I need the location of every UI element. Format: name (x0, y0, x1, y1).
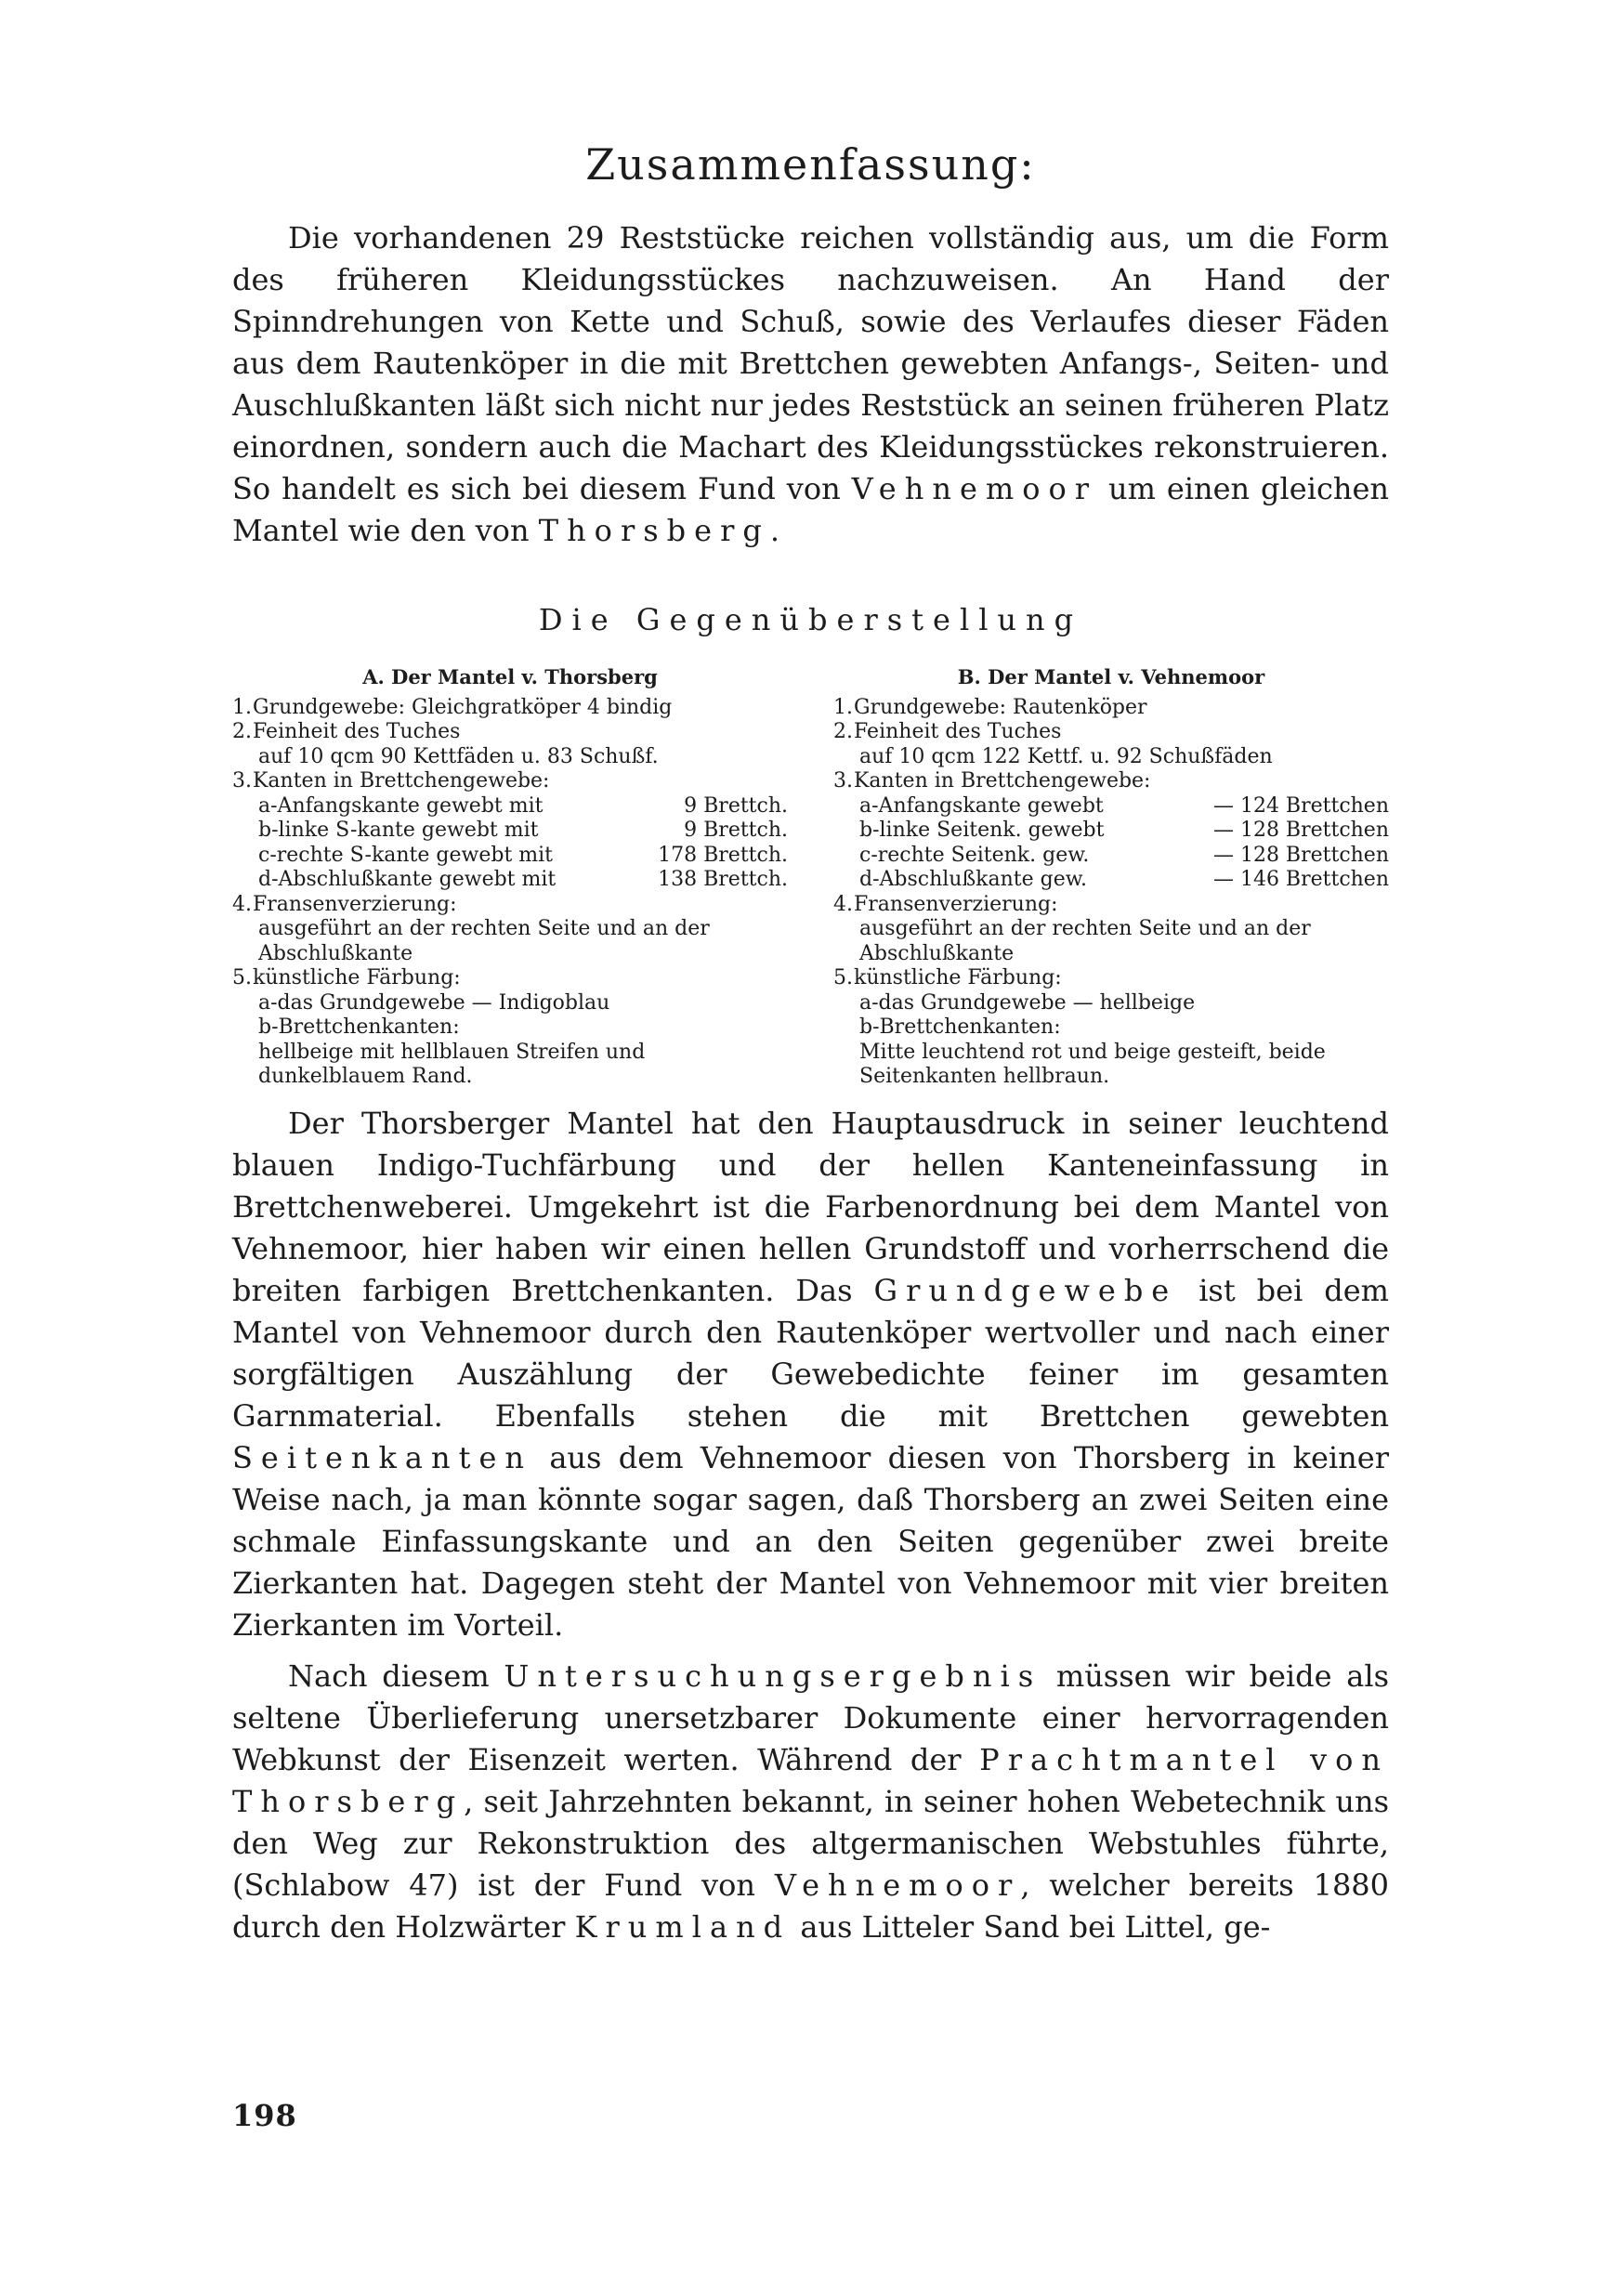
list-item (833, 696, 1389, 721)
list-item (232, 966, 788, 991)
item-detail: auf 10 qcm 122 Kettf. u. 92 Schußfäden (859, 744, 1273, 768)
item-number: 3. (833, 769, 853, 793)
edge-value: 178 Brettch. (658, 843, 788, 867)
item-number: 4. (232, 892, 252, 916)
edge-row (833, 868, 1389, 893)
edge-value: — 128 Brettchen (1212, 819, 1389, 842)
edge-label: d-Abschlußkante gew. (859, 868, 1087, 891)
spaced-term: Prachtmantel von Thorsberg (232, 1741, 1390, 1819)
edge-value: — 128 Brettchen (1212, 843, 1389, 867)
edge-row (833, 819, 1389, 844)
edge-row (232, 819, 788, 844)
text: . (769, 513, 780, 548)
item-text: Feinheit des Tuches (253, 720, 461, 743)
edge-label: c-rechte Seitenk. gew. (859, 843, 1090, 867)
body-paragraph (232, 1656, 1389, 1948)
item-number: 1. (232, 695, 252, 719)
column-title: A. Der Mantel v. Thorsberg (362, 665, 658, 688)
edge-label: b-linke S-kante gewebt mit (258, 819, 539, 842)
list-item (833, 720, 1389, 745)
spaced-name: Vehnemoor (774, 1867, 1021, 1903)
edge-row (833, 794, 1389, 819)
item-text: künstliche Färbung: (854, 966, 1062, 989)
item-number: 1. (833, 695, 853, 719)
spaced-name: Vehnemoor (851, 471, 1098, 506)
list-item (833, 893, 1389, 918)
item-text: Fransenverzierung: (253, 892, 457, 916)
item-detail: hellbeige mit hellblauen Streifen und dunkelblauem Rand. (258, 1040, 646, 1088)
edge-label: d-Abschlußkante gewebt mit (258, 868, 557, 891)
item-text: Grundgewebe: Rautenköper (854, 695, 1147, 719)
item-detail: ausgeführt an der rechten Seite und an der Abschlußkante (859, 917, 1311, 965)
edge-row (232, 844, 788, 869)
body-paragraph (232, 1103, 1389, 1646)
list-item (833, 769, 1389, 794)
text: aus dem Vehnemoor diesen von Thorsberg in keiner Weise nach, ja man könnte sogar sagen, daß Thorsberg an zwei Seiten eine schmale Einfassungskante und an den Seiten gegenüber zwei breite Zierkanten hat. Dagegen steht der Mantel von Vehnemoor mit vier breiten Zierkanten im Vorteil. (232, 1439, 1390, 1643)
item-detail: Mitte leuchtend rot und beige gesteift, beide Seitenkanten hellbraun. (859, 1040, 1326, 1088)
text: aus Litteler Sand bei Littel, ge- (800, 1908, 1271, 1945)
spaced-term: Seitenkanten (232, 1439, 532, 1475)
text: um einen gleichen Mantel wie den von (232, 471, 1390, 548)
list-item (833, 966, 1389, 991)
edge-label: a-Anfangskante gewebt mit (258, 793, 544, 818)
page-content (232, 139, 1389, 1948)
edge-value: 9 Brettch. (684, 819, 788, 842)
list-item (232, 769, 788, 794)
item-text: Grundgewebe: Gleichgratköper 4 bindig (253, 695, 673, 719)
text: ist bei dem Mantel von Vehnemoor durch den Rautenköper wertvoller und nach einer sorgfältigen Auszählung der Gewebedichte feiner im gesamten Garnmaterial. Ebenfalls stehen die mit Brettchen gewebten (232, 1272, 1390, 1434)
text: müssen wir beide als seltene Überlieferung unersetzbarer Dokumente einer hervorragenden Webkunst der Eisenzeit werten. Während der (232, 1658, 1390, 1777)
item-number: 3. (232, 769, 252, 793)
spaced-name: Thorsberg (538, 513, 770, 548)
comparison-table (232, 665, 1389, 1090)
item-number: 2. (232, 720, 252, 743)
column-thorsberg (232, 665, 788, 1090)
edge-label: a-Anfangskante gewebt (859, 793, 1104, 818)
text: , seit Jahrzehnten bekannt, in seiner hohen Webetechnik uns den Weg zur Rekonstruktion des altgermanischen Webstuhles führte, (Schlabow 47) ist der Fund von (232, 1783, 1389, 1903)
column-title: B. Der Mantel v. Vehnemoor (957, 665, 1265, 688)
spaced-term: Grundgewebe (873, 1272, 1178, 1308)
item-number: 4. (833, 892, 853, 916)
item-detail: b-Brettchenkanten: (258, 1015, 460, 1039)
column-vehnemoor (833, 665, 1389, 1090)
item-detail: a-das Grundgewebe — hellbeige (859, 990, 1196, 1015)
edge-value: 138 Brettch. (658, 868, 788, 891)
comparison-heading: Die Gegenüberstellung (538, 602, 1083, 637)
text: Nach diesem (288, 1658, 490, 1694)
edge-value: — 124 Brettchen (1212, 793, 1389, 818)
spaced-name: Krumland (574, 1908, 792, 1945)
text: Der Thorsberger Mantel hat den Hauptausdruck in seiner leuchtend blauen Indigo-Tuchfärbung und der hellen Kanteneinfassung in Brettchenweberei. Umgekehrt ist die Farbenordnung bei dem Mantel von Vehnemoor, hier haben wir einen hellen Grundstoff und vorherrschend die breiten farbigen Brettchenkanten. Das (232, 1105, 1389, 1308)
spaced-term: Untersuchungsergebnis (504, 1658, 1042, 1694)
item-text: Kanten in Brettchengewebe: (854, 769, 1151, 793)
edge-label: b-linke Seitenk. gewebt (859, 819, 1105, 842)
item-number: 2. (833, 720, 853, 743)
item-detail: auf 10 qcm 90 Kettfäden u. 83 Schußf. (258, 744, 659, 768)
text: Die vorhandenen 29 Reststücke reichen vollständig aus, um die Form des früheren Kleidungsstückes nachzuweisen. An Hand der Spinndrehungen von Kette und Schuß, sowie des Verlaufes dieser Fäden aus dem Rautenköper in die mit Brettchen gewebten Anfangs-, Seiten- und Auschlußkanten läßt sich nicht nur jedes Reststück an seinen früheren Platz einordnen, sondern auch die Machart des Kleidungsstückes rekonstruieren. So handelt es sich bei diesem Fund von (232, 220, 1389, 506)
item-text: Kanten in Brettchengewebe: (253, 769, 550, 793)
item-number: 5. (833, 966, 853, 989)
page-title: Zusammenfassung: (585, 139, 1036, 190)
edge-value: 9 Brettch. (684, 793, 788, 818)
edge-row (833, 844, 1389, 869)
list-item (232, 893, 788, 918)
edge-value: — 146 Brettchen (1212, 868, 1389, 891)
list-item (232, 696, 788, 721)
list-item (232, 720, 788, 745)
edge-row (232, 868, 788, 893)
summary-paragraph (232, 217, 1389, 552)
item-text: künstliche Färbung: (253, 966, 461, 989)
edge-row (232, 794, 788, 819)
item-detail: a-das Grundgewebe — Indigoblau (258, 990, 610, 1015)
item-text: Feinheit des Tuches (854, 720, 1062, 743)
item-text: Fransenverzierung: (854, 892, 1058, 916)
item-number: 5. (232, 966, 252, 989)
edge-label: c-rechte S-kante gewebt mit (258, 843, 554, 867)
item-detail: ausgeführt an der rechten Seite und an der Abschlußkante (258, 917, 710, 965)
text: , welcher bereits 1880 durch den Holzwärter (232, 1867, 1390, 1945)
item-detail: b-Brettchenkanten: (859, 1015, 1061, 1039)
page-number: 198 (232, 2098, 297, 2133)
